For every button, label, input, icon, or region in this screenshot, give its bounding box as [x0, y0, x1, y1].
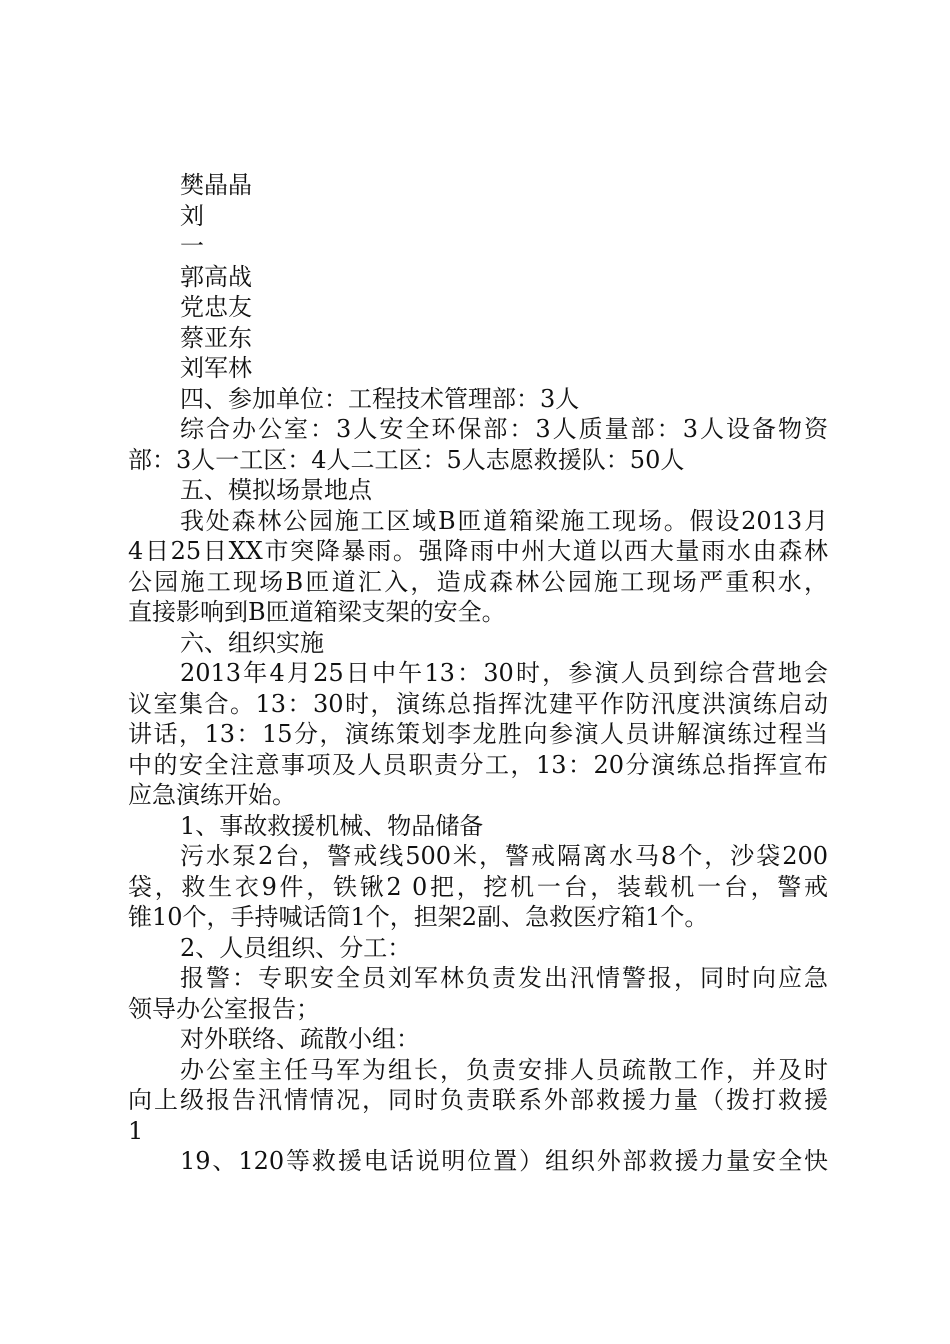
- subsection-heading: 2、人员组织、分工：: [180, 933, 412, 962]
- subsection-heading: 1、事故救援机械、物品储备: [180, 811, 484, 840]
- text-line: 我处森林公园施工区域B匝道箱梁施工现场。假设2013月: [180, 506, 828, 535]
- text-line: 部：3人一工区：4人二工区：5人志愿救援队：50人: [128, 445, 685, 474]
- text-line: 报警：专职安全员刘军林负责发出汛情警报，同时向应急: [180, 964, 828, 992]
- text-line: 议室集合。13：30时，演练总指挥沈建平作防汛度洪演练启动: [128, 689, 828, 718]
- text-line: 污水泵2台，警戒线500米，警戒隔离水马8个，沙袋200: [180, 842, 828, 870]
- text-line: 2013年4月25日中午13：30时，参演人员到综合营地会: [180, 659, 828, 687]
- text-line: 中的安全注意事项及人员职责分工，13：20分演练总指挥宣布: [128, 750, 828, 779]
- document-body: [128, 170, 828, 1177]
- text-line: 蔡亚东: [180, 323, 252, 352]
- text-line: 锥10个，手持喊话筒1个，担架2副、急救医疗箱1个。: [128, 903, 709, 931]
- text-line: 刘军林: [180, 354, 252, 382]
- text-line: 党忠友: [180, 293, 252, 321]
- text-line: 应急演练开始。: [128, 781, 296, 809]
- text-line: 综合办公室：3人安全环保部：3人质量部：3人设备物资: [180, 415, 828, 443]
- text-line: 公园施工现场B匝道汇入，造成森林公园施工现场严重积水，: [128, 567, 828, 596]
- section-heading: 五、模拟场景地点: [180, 476, 372, 504]
- section-heading: 四、参加单位：工程技术管理部：3人: [180, 384, 580, 413]
- text-line: 樊晶晶: [180, 171, 252, 199]
- text-line: 向上级报告汛情情况，同时负责联系外部救援力量（拨打救援: [128, 1086, 828, 1114]
- text-line: 直接影响到B匝道箱梁支架的安全。: [128, 598, 506, 626]
- text-line: 袋，救生衣9件，铁锹2 0把，挖机一台，装载机一台，警戒: [128, 872, 828, 901]
- text-line: 1: [128, 1116, 144, 1145]
- text-line: 一: [180, 232, 204, 260]
- text-line: 刘: [180, 201, 204, 230]
- text-line: 领导办公室报告；: [128, 994, 320, 1023]
- text-line: 4日25日XX市突降暴雨。强降雨中州大道以西大量雨水由森林: [128, 537, 828, 565]
- text-line: 对外联络、疏散小组：: [180, 1025, 420, 1053]
- text-line: 郭高战: [180, 262, 252, 291]
- section-heading: 六、组织实施: [180, 628, 324, 657]
- text-line: 讲话，13：15分，演练策划李龙胜向参演人员讲解演练过程当: [128, 720, 828, 748]
- text-line: 19、120等救援电话说明位置）组织外部救援力量安全快: [180, 1147, 828, 1175]
- text-line: 办公室主任马军为组长，负责安排人员疏散工作，并及时: [180, 1055, 828, 1084]
